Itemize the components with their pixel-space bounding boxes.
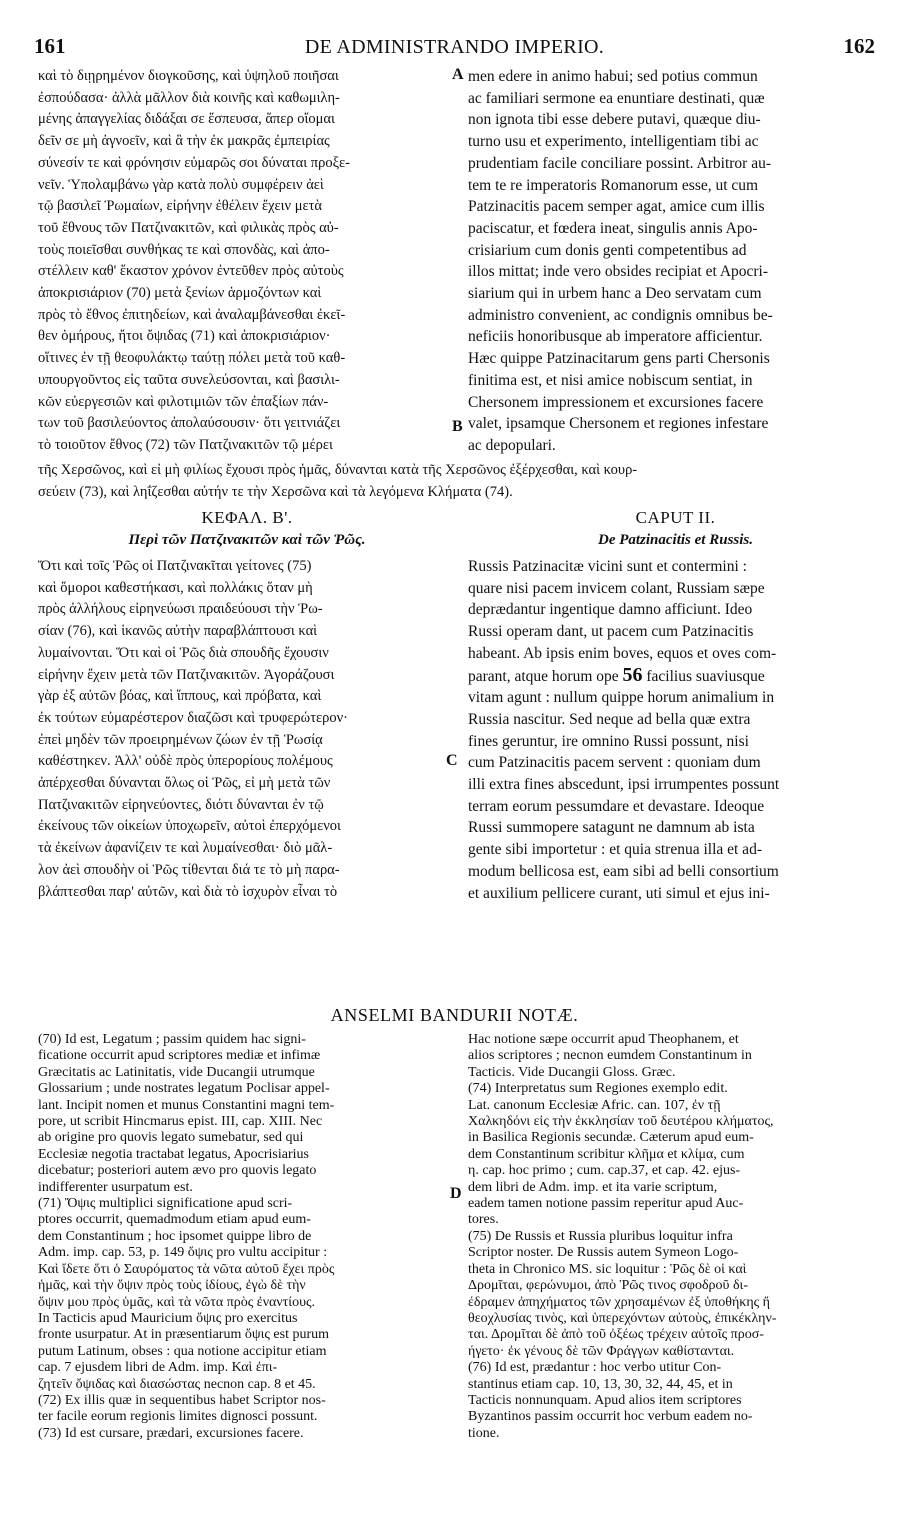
note-line: dicebatur; posteriori autem ævo pro quovis legato: [38, 1163, 317, 1179]
latin-text-line: crisiarium cum donis genti competentibus ad: [468, 241, 747, 259]
note-line: fronte usurpatur. At in præsentiarum ὄψις est purum: [38, 1327, 330, 1343]
latin-text-line: Russi summopere satagunt ne damnum ab ista: [468, 819, 755, 837]
notes-title: ANSELMI BANDURII NOTÆ.: [330, 1005, 579, 1025]
latin-text-line: habeant. Ab ipsis enim boves, equos et oves com-: [468, 644, 777, 662]
greek-text-line: ἐσπούδασα· ἀλλὰ μᾶλλον διὰ κοινῆς καὶ καθωμιλη-: [38, 89, 340, 106]
latin-text-line: ac depopulari.: [468, 436, 556, 454]
note-line: dem Constantinum scribitur κλῆμα et κλίμα, cum: [468, 1146, 745, 1162]
latin-text-line: Russi operam dant, ut pacem cum Patzinacitis: [468, 623, 754, 641]
greek-text-line: πρὸς τὸ ἔθνος ἐπιτηδείων, καὶ ἀναλαμβάνεσθαι ἐκεῖ-: [38, 306, 346, 323]
note-line: ab origine pro quovis legato sumebatur, sed qui: [38, 1130, 304, 1146]
greek-column-top: [38, 66, 456, 457]
greek-text-line: τοῦ ἔθνους τῶν Πατζινακιτῶν, καὶ φιλικὰς πρὸς αὐ-: [38, 219, 339, 236]
greek-text-line: ἐπεὶ μηδὲν τῶν προειρημένων ζώων ἐν τῇ Ῥωσίᾳ: [38, 731, 323, 748]
latin-text-line: Chersonem impressionem et excursiones facere: [468, 393, 764, 411]
greek-text-line: τὸ τοιοῦτον ἔθνος (72) τῶν Πατζινακιτῶν τῷ μέρει: [38, 436, 333, 453]
note-line: Lat. canonum Ecclesiæ Afric. can. 107, ἐν τῇ: [468, 1097, 721, 1113]
note-line: ήγετο· ἐκ γένους δὲ τῶν Φράγγων καθίστανται.: [468, 1343, 735, 1359]
note-line: έδραμεν ἀπηχήματος τῶν χρησαμένων ἐξ ὑποθήκης ἤ: [468, 1294, 771, 1310]
latin-text-line: fines geruntur, ire omnino Russi possunt, nisi: [468, 732, 749, 750]
greek-text-line: νεῖν. Ὑπολαμβάνω γὰρ κατὰ πολὺ συμφέρειν ἀεὶ: [38, 176, 324, 193]
greek-column-bottom: [38, 556, 456, 903]
note-line: Ecclesiæ negotia tractabat legatus, Apocrisiarius: [38, 1146, 309, 1162]
notes-left-column: [38, 1032, 456, 1442]
note-line: Glossarium ; unde nostrates legatum Poclisar appel-: [38, 1081, 330, 1097]
latin-text-line: valet, ipsamque Chersonem et regiones infestare: [468, 415, 769, 433]
latin-text-line: paciscatur, et fœdera ineat, singulis annis Apo-: [468, 219, 758, 237]
latin-text-line: ac familiari sermone ea enuntiare destinati, quæ: [468, 89, 765, 107]
latin-text-line: men edere in animo habui; sed potius commun: [468, 68, 758, 85]
greek-text-line: θεν ὁμήρους, ἤτοι ὄψιδας (71) καὶ ἀποκρισιάριον·: [38, 328, 331, 345]
greek-text-line: τῆς Χερσῶνος, καὶ εἰ μὴ φιλίως ἔχουσι πρὸς ἡμᾶς, δύνανται κατὰ τῆς Χερσῶνος ἐξέρχεσθαι, καὶ κουρ-: [38, 462, 638, 478]
greek-text-line: ἀποκρισιάριον (70) μετὰ ξενίων ἁρμοζόντων καὶ: [38, 285, 322, 302]
note-line: Tacticis nonnunquam. Apud alios item scriptores: [468, 1392, 742, 1408]
latin-text-line: neficiis honoribusque ab imperatore afficientur.: [468, 328, 763, 346]
note-line: (74) Interpretatus sum Regiones exemplo edit.: [468, 1081, 728, 1097]
note-line: (72) Ex illis quæ in sequentibus habet Scriptor nos-: [38, 1392, 326, 1408]
greek-text-line: καθέστηκεν. Ἀλλ' οὐδὲ πρὸς ὑπερορίους πολέμους: [38, 753, 333, 770]
note-line: dem libri de Adm. imp. et ita varie scriptum,: [468, 1179, 718, 1195]
greek-text-line: λυμαίνονται. Ὅτι καὶ οἱ Ῥῶς διὰ σπουδῆς ἔχουσιν: [38, 644, 329, 661]
latin-text-line: quare nisi pacem invicem colant, Russiam sæpe: [468, 579, 765, 597]
latin-text-line: deprædantur ingentique damno afficiunt. Ideo: [468, 601, 753, 619]
notes-right-column: [468, 1032, 883, 1442]
greek-text-line: υπουργοῦντος εἰς ταῦτα συνελεύσονται, καὶ βασιλι-: [38, 371, 340, 388]
greek-text-line: δεῖν σε μὴ ἀγνοεῖν, καὶ ἃ τὴν ἐκ μακρᾶς ἐμπειρίας: [38, 133, 330, 150]
note-line: Byzantinos passim occurrit hoc verbum eadem no-: [468, 1409, 753, 1425]
latin-text-line: Patzinacitis pacem semper agat, amice cum illis: [468, 198, 765, 216]
latin-text-line: vitam agunt : nullum quippe horum animalium in: [468, 689, 775, 707]
greek-text-line: καὶ τὸ διῃρημένον διογκοῦσης, καὶ ὑψηλοῦ ποιῆσαι: [38, 68, 339, 84]
note-line: Scriptor noster. De Russis autem Symeon Logo-: [468, 1245, 739, 1261]
greek-text-line: κῶν εὐεργεσιῶν καὶ φιλοτιμιῶν τῶν ἐπαξίων πάν-: [38, 393, 329, 410]
note-line: Χαλκηδόνι εἰς τὴν ἐκκλησίαν τοῦ δευτέρου κλήματος,: [468, 1114, 774, 1130]
page-marker-56: 56: [622, 664, 643, 686]
note-line: Hac notione sæpe occurrit apud Theophanem, et: [468, 1032, 739, 1047]
margin-letter-c: C: [446, 752, 458, 769]
greek-text-line: εἰρήνην ἔχειν μετὰ τῶν Πατζινακιτῶν. Ἀγοράζουσι: [38, 666, 335, 683]
latin-text-line: prudentiam facile conciliare possint. Arbitror au-: [468, 154, 772, 172]
greek-text-line: σεύειν (73), καὶ ληΐζεσθαι αὐτήν τε τὴν Χερσῶνα καὶ τὰ λεγόμενα Κλήματα (74).: [38, 483, 513, 500]
note-line: Adm. imp. cap. 53, p. 149 ὄψις pro vultu accipitur :: [38, 1245, 328, 1261]
note-line: ζητεῖν ὄψιδας καὶ διασώστας necnon cap. 8 et 45.: [38, 1376, 316, 1392]
note-line: tione.: [468, 1425, 500, 1441]
note-line: stantinus etiam cap. 10, 13, 30, 32, 44, 45, et in: [468, 1376, 733, 1392]
margin-letter-b: B: [452, 418, 463, 435]
latin-text-line: illi extra fines abscedunt, ipsi irrumpentes possunt: [468, 776, 780, 794]
note-line: putum Latinum, obses : qua notione accipitur etiam: [38, 1343, 327, 1359]
chapter-title-greek: Περὶ τῶν Πατζινακιτῶν καὶ τῶν Ῥῶς.: [128, 532, 366, 548]
note-line: cap. 7 ejusdem libri de Adm. imp. Καὶ ἐπι-: [38, 1360, 278, 1376]
note-line: Καὶ ἴδετε ὅτι ὁ Σαυρόματος τὰ νῶτα αὐτοῦ ἔχει πρὸς: [38, 1261, 335, 1277]
latin-line-with-marker: parant, atque horum ope: [468, 667, 619, 685]
latin-text-line: terram eorum pessumdare et devastare. Ideoque: [468, 797, 765, 815]
note-line: tores.: [468, 1212, 499, 1228]
page-number-right: 162: [843, 34, 875, 58]
greek-text-line: των τοῦ βασιλεύοντος ἀπολαύσουσιν· ὅτι γειτνιάζει: [38, 415, 341, 432]
greek-text-line: ἐκ τούτων εὐμαρέστερον διαζῶσι καὶ τρυφερώτερον·: [38, 709, 348, 726]
greek-text-line: τῷ βασιλεῖ Ῥωμαίων, εἰρήνην ἐθέλειν ἔχειν μετὰ: [38, 198, 322, 215]
greek-text-line: Ὅτι καὶ τοῖς Ῥῶς οἱ Πατζινακῖται γείτονες (75): [38, 558, 312, 574]
note-line: lant. Incipit nomen et munus Constantini magni tem-: [38, 1097, 335, 1113]
note-line: in Basilica Regionis secundæ. Cæterum apud eum-: [468, 1130, 754, 1146]
latin-text-line: non ignota tibi esse debere putavi, quæque diu-: [468, 111, 761, 129]
note-line: eadem tamen notione passim reperitur apud Auc-: [468, 1196, 744, 1212]
latin-text-line: modum bellicosa est, eam sibi ad belli consortium: [468, 862, 779, 880]
page-number-left: 161: [34, 34, 66, 58]
note-line: alios scriptores ; necnon eumdem Constantinum in: [468, 1048, 752, 1064]
latin-text-line: finitima est, et nisi amice nobiscum sentiat, in: [468, 371, 753, 389]
latin-text-line: cum Patzinacitis pacem servent : quoniam dum: [468, 754, 761, 772]
chapter-heading-latin: CAPUT II.: [635, 508, 716, 527]
note-line: In Tacticis apud Mauricium ὄψις pro exercitus: [38, 1310, 298, 1326]
latin-text-line: Russia nascitur. Sed neque ad bella quæ extra: [468, 710, 751, 728]
latin-text-line: siarium qui in urbem hanc a Deo servatam cum: [468, 285, 762, 303]
greek-text-line: σύνεσίν τε καὶ φρόνησιν εὐμαρῶς σοι δύναται προξε-: [38, 154, 350, 171]
greek-text-line: τὰ ἐκείνων ἀφανίζειν τε καὶ λυμαίνεσθαι· διὸ μᾶλ-: [38, 840, 333, 857]
latin-text-line: Russis Patzinacitæ vicini sunt et contermini :: [468, 558, 747, 575]
note-line: dem Constantinum ; hoc ipsomet quippe libro de: [38, 1228, 312, 1244]
latin-text-line: tem te re imperatoris Romanorum esse, ut cum: [468, 176, 759, 194]
latin-text-line: et auxilium pellicere curant, uti simul et ejus ini-: [468, 884, 770, 902]
running-title: DE ADMINISTRANDO IMPERIO.: [304, 36, 605, 58]
note-line: Tacticis. Vide Ducangii Gloss. Græc.: [468, 1064, 676, 1080]
greek-text-line: ἀπέρχεσθαι δύνανται ὅλως οἱ Ῥῶς, εἰ μὴ μετὰ τῶν: [38, 775, 331, 792]
note-line: ται. Δρομῖται δὲ ἀπὸ τοῦ ὀξέως τρέχειν αὐτοῖς προσ-: [468, 1327, 764, 1343]
note-line: Δρομῖται, φερώνυμοι, ἀπὸ Ῥῶς τινος σφοδροῦ δι-: [468, 1278, 748, 1294]
latin-text-line: Hæc quippe Patzinacitarum gens parti Chersonis: [468, 350, 770, 368]
note-line: ter facile eorum regionis limites dignosci possunt.: [38, 1409, 318, 1425]
note-line: η. cap. hoc primo ; cum. cap.37, et cap. 42. ejus-: [468, 1163, 741, 1179]
note-line: (76) Id est, prædantur : hoc verbo utitur Con-: [468, 1360, 722, 1376]
greek-text-line: βλάπτεσθαι παρ' αὐτῶν, καὶ διὰ τὸ ἰσχυρὸν εἶναι τὸ: [38, 883, 338, 900]
page-header: [30, 34, 879, 64]
greek-text-line: οἵτινες ἐν τῇ θεοφυλάκτῳ ταύτῃ πόλει μετὰ τοῦ καθ-: [38, 350, 346, 367]
note-line: indifferenter usurpatum est.: [38, 1179, 193, 1195]
note-line: theta in Chronico MS. sic loquitur : Ῥῶς δὲ οἱ καὶ: [468, 1261, 747, 1277]
margin-letter-a: A: [452, 66, 464, 83]
greek-text-line: ἐκείνους τῶν οἰκείων ὑποχωρεῖν, αὐτοὶ ἐπερχόμενοι: [38, 818, 341, 835]
latin-text-line: illos mittat; inde vero obsides recipiat et Apocri-: [468, 263, 769, 281]
latin-text-line: turno usu et experimento, intelligentiam tibi ac: [468, 133, 759, 151]
note-line: (75) De Russis et Russia pluribus loquitur infra: [468, 1228, 733, 1244]
chapter-heading-greek: ΚΕΦΑΛ. Β'.: [201, 508, 293, 527]
note-line: (70) Id est, Legatum ; passim quidem hac signi-: [38, 1032, 306, 1047]
chapter-title-latin: De Patzinacitis et Russis.: [597, 532, 754, 548]
greek-text-line: λον ἀεὶ σπουδὴν οἱ Ῥῶς τίθενται διά τε τὸ μὴ παρα-: [38, 861, 340, 878]
latin-column-top: [468, 66, 883, 457]
latin-line-tail: facilius suaviusque: [646, 667, 765, 685]
margin-letter-d: D: [450, 1185, 462, 1202]
greek-text-line: τοὺς ποιεῖσθαι συνθήκας τε καὶ σπονδὰς, καὶ ἀπο-: [38, 241, 330, 258]
note-line: ficatione occurrit apud scriptores mediæ et infimæ: [38, 1048, 321, 1064]
latin-text-line: gente sibi importetur : et quia strenua illa et ad-: [468, 841, 762, 859]
note-line: (73) Id est cursare, prædari, excursiones facere.: [38, 1425, 304, 1441]
latin-text-line: administro convenient, ac condignis omnibus be-: [468, 306, 773, 324]
greek-text-line: πρὸς ἀλλήλους εἰρηνεύωσι πραιδεύουσι τὴν Ῥω-: [38, 601, 323, 618]
note-line: pore, ut scribit Hincmarus epist. III, cap. XIII. Nec: [38, 1114, 323, 1130]
greek-text-line: σίαν (76), καὶ ἱκανῶς αὐτὴν παραβλάπτουσι καὶ: [38, 623, 318, 640]
greek-text-line: μένης ἀπαγγελίας διδάξαι σε ἔσπευσα, ἅπερ οἴομαι: [38, 111, 335, 128]
note-line: θεοχλυσίας τινὸς, καὶ ὑπερεχόντων αὐτοὺς, ἐπικέκλην-: [468, 1310, 777, 1326]
greek-text-line: Πατζινακιτῶν εἰρηνεύοντες, διότι δύνανται ἐν τῷ: [38, 796, 324, 813]
note-line: Græcitatis ac Latinitatis, vide Ducangii utrumque: [38, 1064, 315, 1080]
greek-text-line: γὰρ ἐξ αὐτῶν βόας, καὶ ἵππους, καὶ πρόβατα, καὶ: [38, 688, 322, 705]
greek-full-width-text: [38, 460, 881, 503]
latin-column-bottom: [468, 556, 883, 904]
greek-text-line: καὶ ὅμοροι καθεστήκασι, καὶ πολλάκις ὅταν μὴ: [38, 579, 313, 596]
note-line: ἡμᾶς, καὶ τὴν ὄψιν πρὸς τοὺς ἰδίους, ἐγὼ δὲ τὴν: [38, 1278, 306, 1294]
note-line: ὄψιν μου πρὸς ὑμᾶς, καὶ τὰ νῶτα πρὸς ἐναντίους.: [38, 1294, 316, 1310]
greek-text-line: στέλλειν καθ' ἕκαστον χρόνον ἐντεῦθεν πρὸς αὐτοὺς: [38, 263, 344, 280]
note-line: (71) Ὄψις multiplici significatione apud scri-: [38, 1196, 293, 1212]
note-line: ptores occurrit, quemadmodum etiam apud eum-: [38, 1212, 311, 1228]
